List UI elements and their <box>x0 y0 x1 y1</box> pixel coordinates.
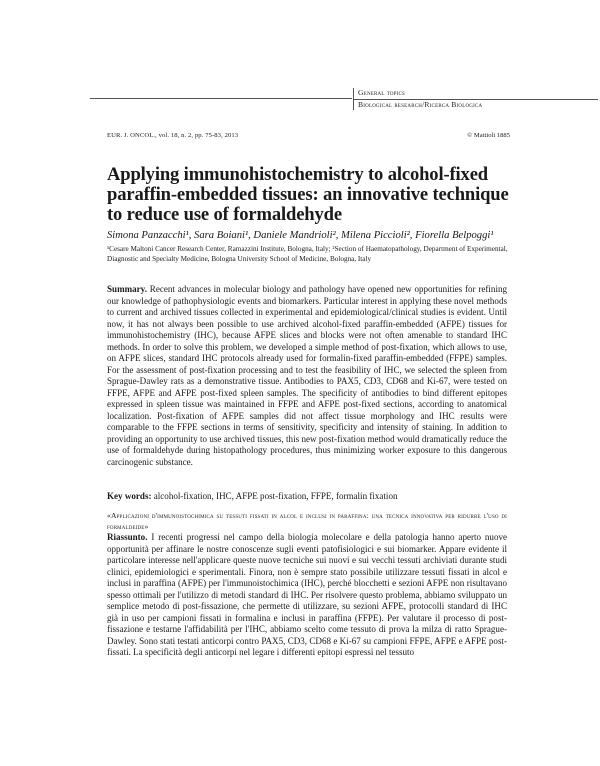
section-topics <box>353 88 598 110</box>
summary-text: Recent advances in molecular biology and pathology have opened new opportunities for refining our knowledge of pathophysiologic events and biomarkers. Particular interest in applying these novel methods to current and archived tissues collected in experimental and epidemiological/clinical studies is evident. Until now, it has not always been possible to use archived alcohol-fixed paraffin-embedded (AFPE) tissues for immunohistochemistry (IHC), because AFPE slices and blocks were not often amenable to standard IHC methods. In order to solve this problem, we developed a simple method of post-fixation, which allows to use, on AFPE slices, standard IHC protocols already used for formalin-fixed paraffin-embedded (FFPE) samples. For the assessment of post-fixation processing and to test the feasibility of IHC, we selected the spleen from Sprague-Dawley rats as a demonstrative tissue. Antibodies to PAX5, CD3, CD68 and Ki-67, were tested on FFPE, AFPE and AFPE post-fixed spleen samples. The specificity of antibodies to bind different epitopes expressed in spleen tissue was maintained in FFPE and AFPE post-fixed sections, according to anatomical localization. Post-fixation of AFPE samples did not affect tissue morphology and IHC results were comparable to the FFPE sections in terms of sensitivity, specificity and intensity of staining. In addition to providing an opportunity to use archived tissues, this new post-fixation method would dramatically reduce the use of formaldehyde during histopathology procedures, thus minimizing worker exposure to this dangerous carcinogenic substance. <box>107 284 507 467</box>
summary-label: Summary. <box>107 284 147 294</box>
author-list: Simona Panzacchi¹, Sara Boiani¹, Daniele Mandrioli², Milena Piccioli², Fiorella Belpoggi¹ <box>107 230 494 241</box>
author-affiliations: ¹Cesare Maltoni Cancer Research Center, Ramazzini Institute, Bologna, Italy; ²Section of Haematopathology, Department of Experimental, Diagnostic and Specialty Medicine, Bologna University School of Medicine, Bologna, Italy <box>107 245 508 263</box>
copyright-notice: © Mattioli 1885 <box>467 132 510 139</box>
keywords-text: alcohol-fixation, IHC, AFPE post-fixation, FFPE, formalin fixation <box>153 491 398 501</box>
journal-reference: EUR. J. ONCOL., vol. 18, n. 2, pp. 75-83, 2013 <box>107 132 239 139</box>
keywords-label: Key words: <box>107 491 152 501</box>
keywords <box>107 491 507 503</box>
header-rule <box>90 98 352 99</box>
riassunto-label: Riassunto. <box>107 532 148 542</box>
italian-title: «Applicazioni d'immunoistochimica su tessuti fissati in alcol e inclusi in paraffina: una tecnica innovativa per ridurre l'uso di formaldeide» <box>107 511 507 531</box>
article-title: Applying immunohistochemistry to alcohol-fixed paraffin-embedded tissues: an innovative technique to reduce use of formaldehyde <box>107 164 509 225</box>
topic-biological-research: Biological research/Ricerca Biologica <box>358 100 483 109</box>
abstract <box>107 284 507 468</box>
riassunto-text: I recenti progressi nel campo della biologia molecolare e della patologia hanno aperto nuove opportunità per affinare le nostre conoscenze sugli eventi patofisiologici e sui biomarker. Appare evidente il particolare interesse nell'applicare queste nuove tecniche sui nuovi e sui vecchi tessuti archiviati durante studi clinici, epidemiologici e sperimentali. Finora, non è sempre stato possibile utilizzare tessuti fissati in alcol e inclusi in paraffina (AFPE) per l'immunoistochimica (IHC), perché blocchetti e sezioni AFPE non risultavano spesso ottimali per l'utilizzo di metodi standard di IHC. Per risolvere questo problema, abbiamo sviluppato un semplice metodo di post-fissazione, che permette di utilizzare, su sezioni AFPE, protocolli standard di IHC già in uso per campioni fissati in formalina e inclusi in paraffina (FFPE). Per valutare il processo di post-fissazione e testarne l'affidabilità per l'IHC, abbiamo scelto come tessuto di prova la milza di ratto Sprague-Dawley. Sono stati testati anticorpi contro PAX5, CD3, CD68 e Ki-67 su campioni FFPE, AFPE e AFPE post-fissati. La specificità degli anticorpi nel legare i differenti epitopi espressi nel tessuto <box>107 532 508 657</box>
topic-general: General topics <box>358 88 406 97</box>
riassunto <box>107 532 507 659</box>
